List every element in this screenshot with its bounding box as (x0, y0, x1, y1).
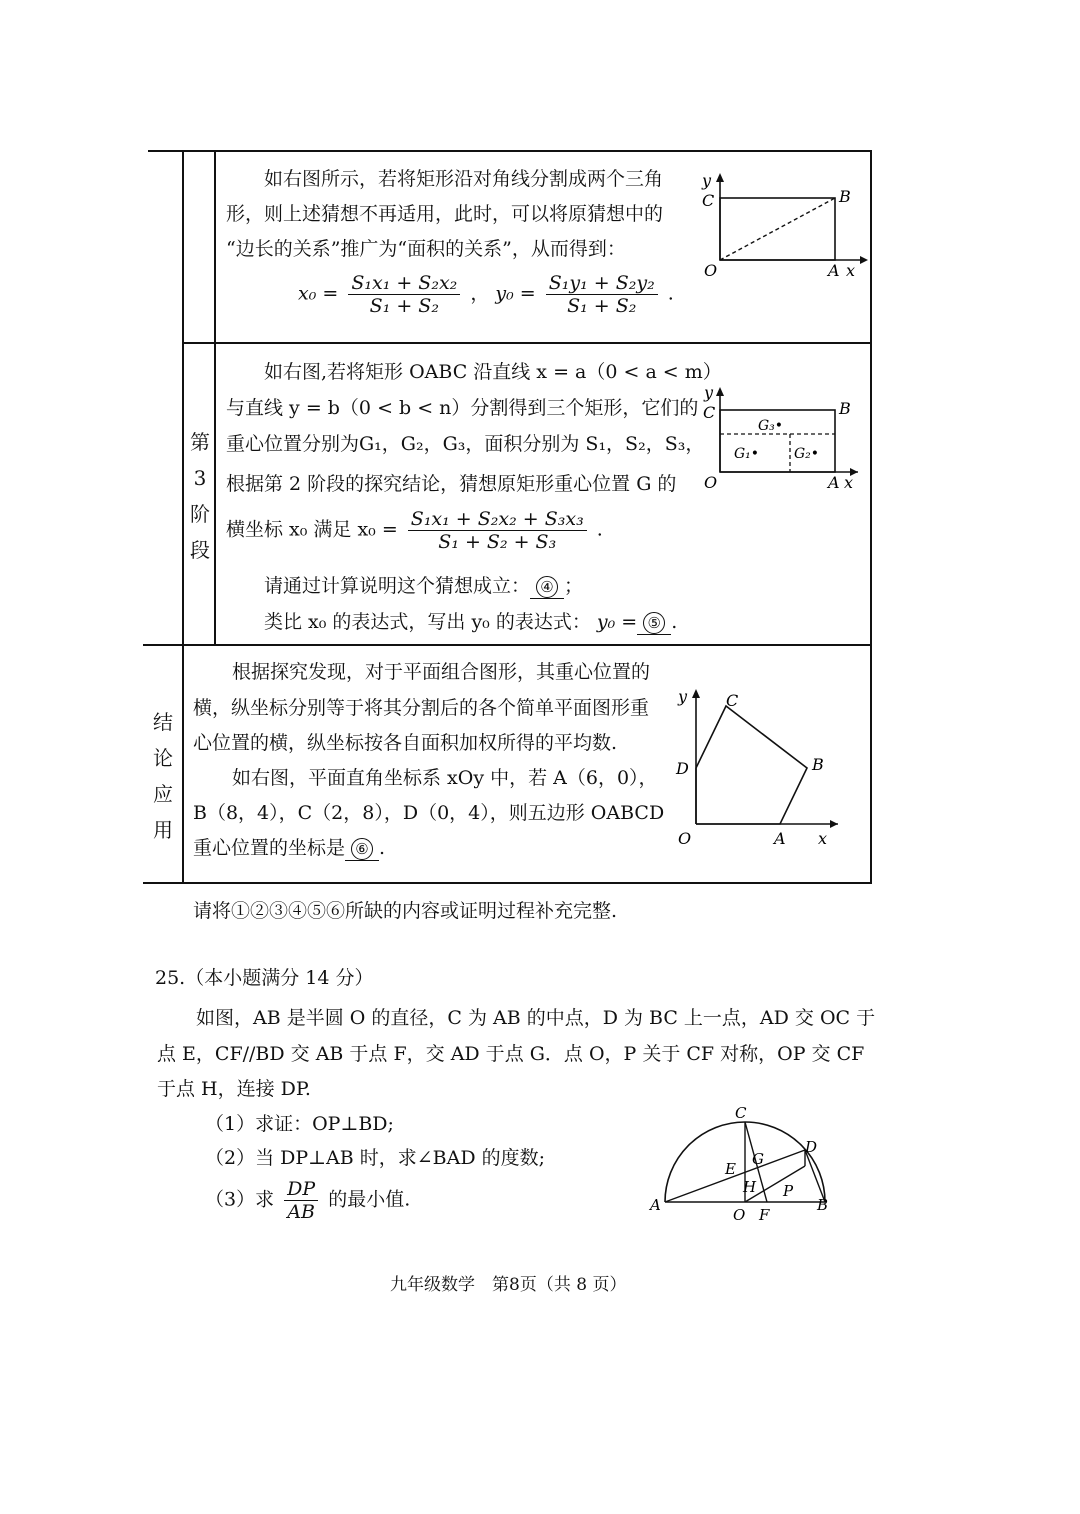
stage3-line-5 (226, 508, 603, 553)
fig3-label-d: D (676, 759, 689, 778)
fig3-label-a: A (774, 829, 786, 848)
q25-ratio-fraction (284, 1178, 318, 1223)
stage3-prompt-4: 请通过计算说明这个猜想成立： (264, 575, 531, 597)
stage3-line-3: 重心位置分别为G₁，G₂，G₃，面积分别为 S₁，S₂，S₃， (226, 433, 705, 455)
q25-line-1: 如图，AB 是半圆 O 的直径，C 为 AB 的中点，D 为 BC 上一点，AD 交 OC 于 (196, 1007, 876, 1029)
q25-part-3 (205, 1178, 410, 1223)
table-right-border (870, 150, 872, 884)
stage3-x0-fraction (408, 508, 587, 553)
fig3-label-y: y (678, 687, 688, 706)
stage3-x0-denominator: S₁ + S₂ + S₃ (438, 531, 557, 553)
answer-blank-6[interactable] (345, 836, 379, 861)
fig3-label-x: x (818, 829, 828, 848)
conclusion-line-3: 心位置的横，纵坐标按各自面积加权所得的平均数. (193, 732, 618, 754)
conclusion-label-char-2: 论 (153, 746, 173, 770)
formula-x0-denominator: S₁ + S₂ (369, 295, 439, 317)
fig2-label-g1: G₁• (734, 446, 760, 462)
stage3-label-char-4: 段 (190, 538, 210, 562)
pentagon-figure (670, 684, 860, 854)
q25-ratio-numerator: DP (284, 1178, 318, 1201)
formula-x0-lhs: x₀ = (298, 282, 339, 305)
formula-separator: ， (470, 282, 490, 305)
fig4-label-b: B (817, 1196, 829, 1214)
q25-part-2: （2）当 DP⊥AB 时，求∠BAD 的度数; (205, 1147, 546, 1169)
stage3-x0-prefix: 横坐标 x₀ 满足 x₀ = (226, 518, 398, 541)
fig2-label-o: O (704, 473, 718, 492)
conclusion-line-2: 横，纵坐标分别等于将其分割后的各个简单平面图形重 (193, 697, 650, 719)
fig2-label-g2: G₂• (794, 446, 820, 462)
q25-header: 25.（本小题满分 14 分） (155, 967, 374, 989)
fig4-label-f: F (759, 1206, 770, 1224)
fig4-label-e: E (725, 1160, 736, 1178)
fig4-label-h: H (743, 1178, 757, 1196)
table-col-divider-2 (214, 150, 216, 644)
stage3-line-2: 与直线 y = b（0 < b < n）分割得到三个矩形，它们的 (226, 397, 699, 419)
fig2-label-b: B (839, 399, 851, 418)
fig4-label-p: P (783, 1182, 794, 1200)
answer-blank-4[interactable] (530, 574, 564, 599)
fig3-label-c: C (726, 691, 739, 710)
fig1-label-y: y (702, 171, 712, 190)
three-rectangles-figure (698, 384, 868, 496)
fig1-label-x: x (846, 261, 856, 280)
q25-part-1: （1）求证：OP⊥BD; (205, 1113, 394, 1135)
conclusion-line-6 (193, 836, 385, 861)
fig1-label-c: C (702, 191, 715, 210)
fig1-label-b: B (839, 187, 851, 206)
conclusion-prompt-6: 重心位置的坐标是 (193, 837, 346, 859)
answer-blank-5[interactable] (637, 610, 671, 635)
stage3-x0-numerator: S₁x₁ + S₂x₂ + S₃x₃ (408, 508, 587, 531)
blank-marker-4: ④ (536, 576, 558, 598)
formula-y0-denominator: S₁ + S₂ (567, 295, 637, 317)
formula-y0-lhs: y₀ = (495, 282, 536, 305)
section2-line-3: “边长的关系”推广为“面积的关系”，从而得到： (226, 238, 626, 260)
table-col-divider-1 (182, 150, 184, 884)
formula-y0-fraction (546, 272, 658, 317)
fig3-label-o: O (678, 829, 692, 848)
conclusion-line-1: 根据探究发现，对于平面组合图形，其重心位置的 (232, 661, 651, 683)
fig2-label-x: x (844, 473, 854, 492)
table-row-divider-1 (182, 342, 872, 344)
conclusion-line-5: B（8，4），C（2，8），D（0，4），则五边形 OABCD (193, 802, 665, 824)
conclusion-label-char-1: 结 (153, 710, 173, 734)
stage3-label-char-1: 第 (190, 430, 210, 454)
fig1-label-o: O (704, 261, 718, 280)
fig4-label-o: O (733, 1206, 746, 1224)
fig4-label-d: D (805, 1138, 818, 1156)
conclusion-line-4: 如右图，平面直角坐标系 xOy 中，若 A（6，0）， (232, 767, 658, 789)
semicircle-figure (645, 1100, 840, 1225)
fig4-label-c: C (735, 1104, 747, 1122)
stage3-label-char-2: 3 (193, 466, 207, 490)
conclusion-label-char-3: 应 (153, 782, 173, 806)
page-footer: 九年级数学 第8页（共 8 页） (390, 1275, 627, 1295)
stage3-label (187, 424, 213, 568)
stage3-x0-end: . (596, 518, 603, 541)
q25-part3-prefix: （3）求 (205, 1188, 275, 1211)
fig4-label-g: G (752, 1150, 764, 1168)
fig3-label-b: B (812, 755, 824, 774)
formula-x0-numerator: S₁x₁ + S₂x₂ (348, 272, 460, 295)
stage3-line-1: 如右图,若将矩形 OABC 沿直线 x = a（0 < a < m） (264, 361, 722, 383)
formula-y0-numerator: S₁y₁ + S₂y₂ (546, 272, 658, 295)
stage3-line-6 (264, 574, 583, 599)
section2-line-1: 如右图所示，若将矩形沿对角线分割成两个三角 (264, 168, 664, 190)
q25-line-2: 点 E，CF//BD 交 AB 于点 F，交 AD 于点 G．点 O，P 关于 CF 对称，OP 交 CF (157, 1043, 865, 1065)
rectangle-diagonal-figure (698, 170, 868, 282)
stage3-label-char-3: 阶 (190, 502, 210, 526)
fig2-label-a: A (828, 473, 840, 492)
q25-ratio-denominator: AB (287, 1201, 315, 1223)
section2-formulas (298, 272, 674, 317)
stage3-line-7 (264, 610, 677, 635)
stage3-prompt-5: 类比 x₀ 的表达式，写出 y₀ 的表达式： (264, 611, 591, 633)
conclusion-label-char-4: 用 (153, 818, 173, 842)
fig1-label-a: A (828, 261, 840, 280)
formula-x0-fraction (348, 272, 460, 317)
section2-line-2: 形，则上述猜想不再适用，此时，可以将原猜想中的 (226, 203, 664, 225)
stage3-y0-eq: y₀ = (596, 611, 638, 633)
fig2-label-c: C (703, 403, 716, 422)
stage3-line7-suffix: . (671, 611, 678, 633)
table-bottom-border (143, 882, 872, 884)
q25-part3-suffix: 的最小值. (328, 1188, 411, 1211)
table-top-border (148, 150, 872, 152)
blank-marker-6: ⑥ (351, 838, 373, 860)
conclusion-label (150, 704, 176, 848)
stage3-line6-suffix: ； (564, 575, 584, 597)
q25-line-3: 于点 H，连接 DP. (157, 1078, 311, 1100)
fig4-label-a: A (650, 1196, 661, 1214)
conclusion-line6-suffix: . (379, 837, 386, 859)
blank-marker-5: ⑤ (643, 612, 665, 634)
fig2-label-g3: G₃• (758, 418, 784, 434)
fig2-label-y: y (704, 384, 714, 402)
completion-instruction: 请将①②③④⑤⑥所缺的内容或证明过程补充完整. (193, 900, 618, 922)
stage3-line-4: 根据第 2 阶段的探究结论，猜想原矩形重心位置 G 的 (226, 473, 677, 495)
table-row-divider-2 (143, 644, 872, 646)
formula-end: . (667, 282, 674, 305)
